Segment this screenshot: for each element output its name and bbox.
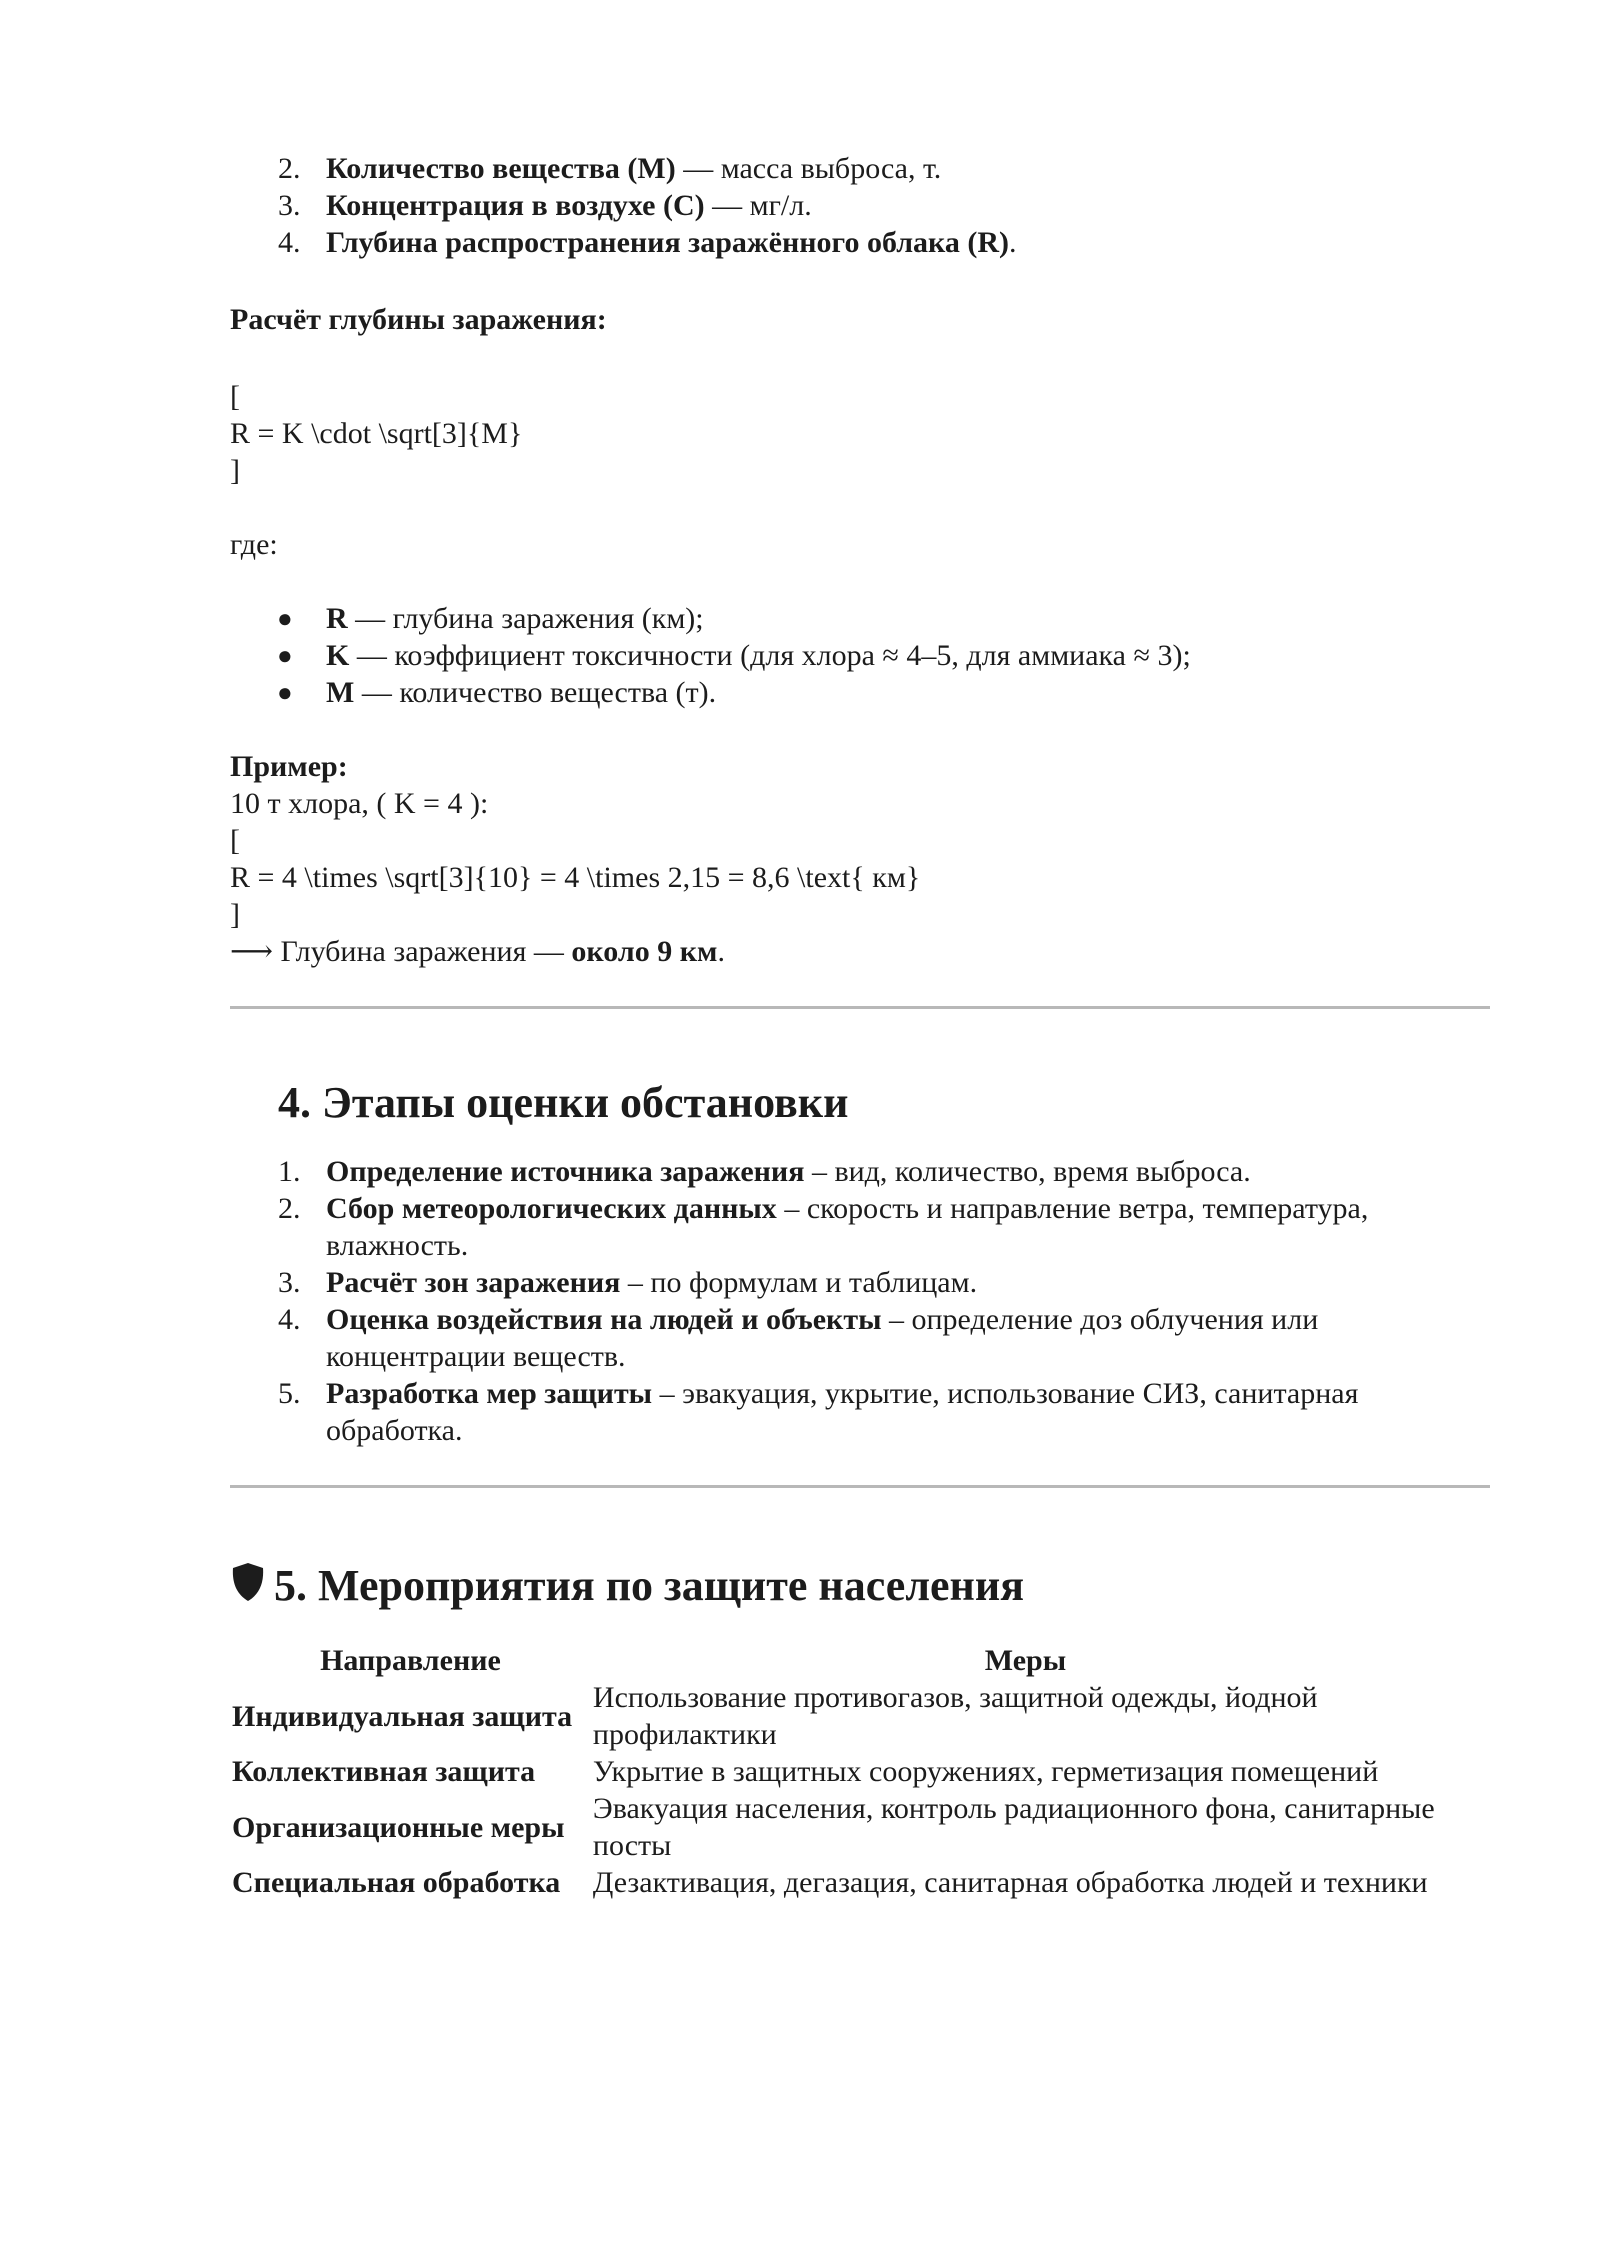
bullet-icon: ● (277, 641, 293, 670)
table-row (230, 1790, 1460, 1864)
item-text: – эвакуация, укрытие, использование СИЗ, санитарная обработка. (326, 1377, 1359, 1447)
table-cell: Коллективная защита (232, 1755, 536, 1788)
item-number: 4. (278, 226, 301, 259)
list-item (230, 1153, 1490, 1190)
list-item (230, 1301, 1490, 1375)
item-term: Разработка мер защиты (326, 1377, 653, 1410)
where-label: где: (230, 528, 278, 561)
table-row (230, 1864, 1460, 1901)
item-number: 2. (278, 152, 301, 185)
formula-open: [ (230, 380, 240, 413)
shield-icon (230, 1562, 266, 1614)
table-header-row (230, 1642, 1460, 1679)
bullet-icon: ● (277, 604, 293, 633)
item-term: Количество вещества (M) (326, 152, 676, 185)
parameters-list (230, 150, 1490, 261)
list-item (230, 187, 1490, 224)
definitions-list (230, 600, 1490, 711)
item-number: 3. (278, 1266, 301, 1299)
column-header: Меры (984, 1644, 1067, 1677)
example-label: Пример: (230, 750, 348, 783)
measures-table (230, 1642, 1460, 1901)
calc-heading: Расчёт глубины заражения: (230, 303, 607, 336)
item-number: 2. (278, 1192, 301, 1225)
def-term: R (326, 602, 348, 635)
table-cell: Специальная обработка (232, 1866, 561, 1899)
item-term: Расчёт зон заражения (326, 1266, 621, 1299)
list-item (230, 637, 1490, 674)
def-term: K (326, 639, 350, 672)
example-result (230, 933, 1490, 970)
item-text: – скорость и направление ветра, температура, влажность. (326, 1192, 1369, 1262)
item-number: 3. (278, 189, 301, 222)
section-title (230, 1560, 1490, 1614)
item-term: Глубина распространения заражённого облака (R) (326, 226, 1009, 259)
result-prefix: ⟶ Глубина заражения — (230, 935, 572, 968)
item-text: – вид, количество, время выброса. (804, 1155, 1251, 1188)
list-item (230, 150, 1490, 187)
example-line: 10 т хлора, ( K = 4 ): (230, 787, 489, 820)
def-term: M (326, 676, 355, 709)
item-number: 4. (278, 1303, 301, 1336)
table-cell: Индивидуальная защита (232, 1699, 573, 1733)
list-item (230, 600, 1490, 637)
item-text: – определение доз облучения или концентрации веществ. (326, 1303, 1319, 1373)
list-item (230, 224, 1490, 261)
table-cell: Использование противогазов, защитной одежды, йодной профилактики (592, 1681, 1318, 1751)
table-row (230, 1679, 1460, 1753)
stages-list (230, 1153, 1490, 1449)
def-text: — глубина заражения (км); (347, 602, 704, 635)
bullet-icon: ● (277, 678, 293, 707)
item-term: Сбор метеорологических данных (326, 1192, 777, 1225)
section-title-text: 5. Мероприятия по защите населения (274, 1561, 1025, 1610)
formula-close: ] (230, 454, 240, 487)
item-text: – по формулам и таблицам. (620, 1266, 978, 1299)
item-term: Оценка воздействия на людей и объекты (326, 1303, 882, 1336)
section-title: 4. Этапы оценки обстановки (278, 1078, 849, 1127)
example-formula: R = 4 \times \sqrt[3]{10} = 4 \times 2,15 = 8,6 \text{ км} (230, 861, 921, 894)
document-page (230, 150, 1490, 1901)
formula: R = K \cdot \sqrt[3]{M} (230, 417, 523, 450)
item-term: Концентрация в воздухе (C) (326, 189, 705, 222)
table-cell: Эвакуация населения, контроль радиационного фона, санитарные посты (592, 1792, 1435, 1862)
list-item (230, 674, 1490, 711)
list-item (230, 1375, 1490, 1449)
item-text: . (1009, 226, 1017, 259)
item-number: 5. (278, 1377, 301, 1410)
item-text: — масса выброса, т. (675, 152, 942, 185)
result-value: около 9 км (571, 935, 718, 968)
table-cell: Укрытие в защитных сооружениях, герметизация помещений (592, 1755, 1379, 1788)
item-text: — мг/л. (704, 189, 812, 222)
table-cell: Организационные меры (232, 1810, 565, 1844)
column-header: Направление (320, 1644, 501, 1677)
def-text: — коэффициент токсичности (для хлора ≈ 4–5, для аммиака ≈ 3); (349, 639, 1191, 672)
example-close: ] (230, 898, 240, 931)
def-text: — количество вещества (т). (354, 676, 717, 709)
list-item (230, 1190, 1490, 1264)
result-suffix: . (717, 935, 725, 968)
table-row (230, 1753, 1460, 1790)
item-term: Определение источника заражения (326, 1155, 805, 1188)
table-cell: Дезактивация, дегазация, санитарная обработка людей и техники (592, 1866, 1428, 1899)
item-number: 1. (278, 1155, 301, 1188)
list-item (230, 1264, 1490, 1301)
example-open: [ (230, 824, 240, 857)
